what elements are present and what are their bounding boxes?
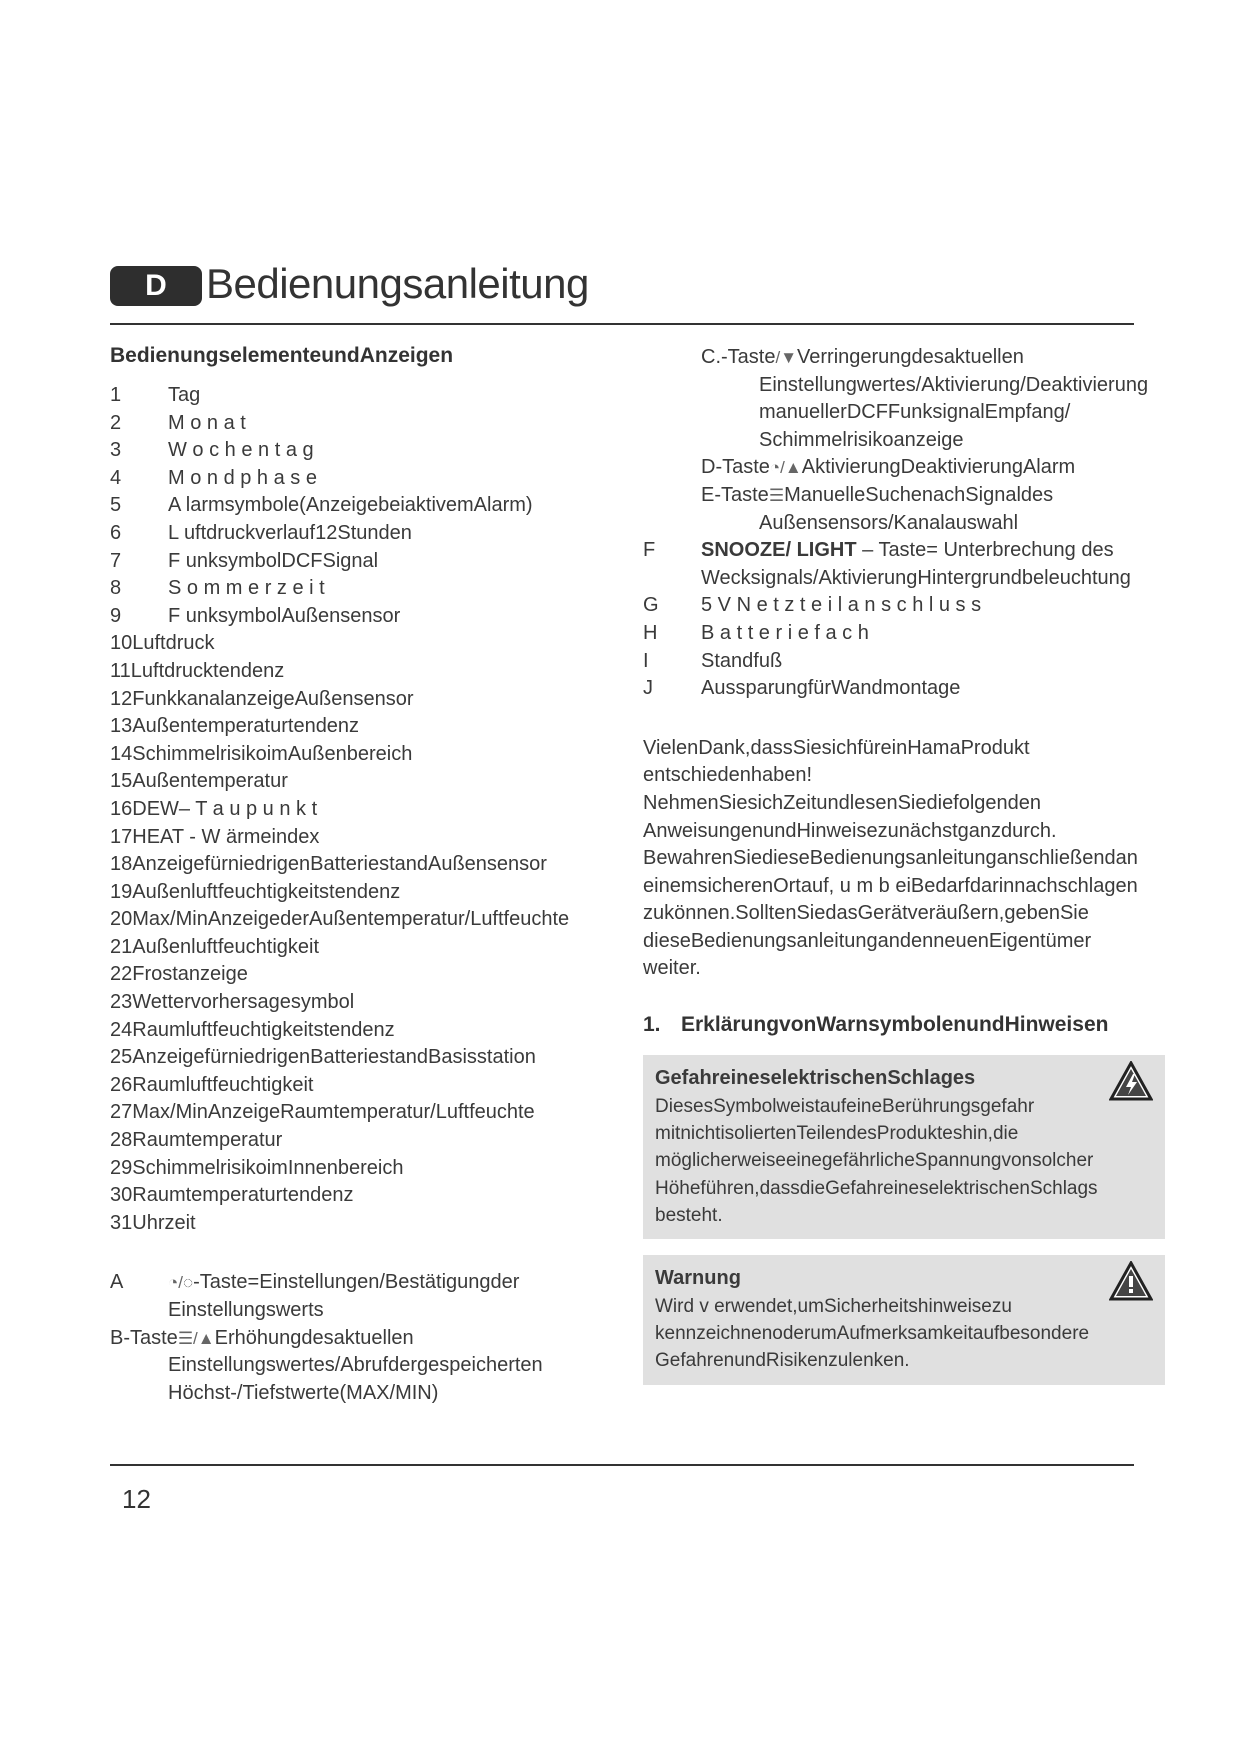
list-item xyxy=(110,989,630,1017)
header-divider xyxy=(110,323,1134,325)
key-item xyxy=(643,620,1203,648)
item-number: 21 xyxy=(110,935,133,958)
item-label: W o c h e n t a g xyxy=(168,439,314,462)
item-number: 18 xyxy=(110,853,133,876)
key-label: I xyxy=(643,649,649,672)
item-number: 6 xyxy=(110,521,122,544)
item-label: AnzeigefürniedrigenBatteriestandAußensensor xyxy=(132,853,547,876)
warning-box-text xyxy=(655,1093,1153,1229)
list-item xyxy=(110,492,630,520)
electric-hazard-icon xyxy=(1109,1061,1153,1101)
key-symbol-icon: ◔/◌ xyxy=(168,1273,194,1293)
warning-icon xyxy=(1109,1261,1153,1301)
item-label: Raumluftfeuchtigkeitstendenz xyxy=(132,1018,395,1041)
key-text: Einstellungswerts xyxy=(168,1299,324,1321)
key-symbol-icon: /▼ xyxy=(775,348,798,367)
item-number: 3 xyxy=(110,439,122,462)
warning-box-text xyxy=(655,1293,1153,1375)
key-text: Schimmelrisikoanzeige xyxy=(759,428,964,451)
section-heading xyxy=(643,1013,1203,1037)
key-text: 5 V N e t z t e i l a n s c h l u s s xyxy=(701,594,982,617)
key-line xyxy=(701,344,1203,372)
list-item xyxy=(110,1182,630,1210)
item-number: 19 xyxy=(110,880,133,903)
item-number: 25 xyxy=(110,1046,133,1069)
item-number: 29 xyxy=(110,1156,133,1179)
text-line: VielenDank,dassSiesichfüreinHamaProdukt xyxy=(643,736,1030,759)
key-line xyxy=(643,592,1203,620)
text-line: GefahrenundRisikenzulenken. xyxy=(655,1350,910,1372)
key-line xyxy=(643,648,1203,676)
list-item xyxy=(110,851,630,879)
item-label: S o m m e r z e i t xyxy=(168,577,325,600)
item-label: DEW– T a u p u n k t xyxy=(132,797,318,820)
item-number: 5 xyxy=(110,494,122,517)
text-line: mitnichtisoliertenTeilendesProdukteshin,die xyxy=(655,1123,1019,1145)
item-number: 16 xyxy=(110,797,133,820)
item-label: L uftdruckverlauf12Stunden xyxy=(168,521,412,544)
key-item xyxy=(643,454,1203,482)
item-label: Max/MinAnzeigederAußentemperatur/Luftfeuchte xyxy=(132,908,570,931)
key-text: Außensensors/Kanalauswahl xyxy=(759,511,1019,534)
key-bold-label: SNOOZE/ LIGHT xyxy=(701,539,857,562)
key-text: Erhöhungdesaktuellen xyxy=(214,1326,414,1349)
item-label: SchimmelrisikoimAußenbereich xyxy=(132,742,413,765)
item-number: 8 xyxy=(110,577,122,600)
key-item xyxy=(643,344,1203,454)
list-item xyxy=(110,1044,630,1072)
item-label: A larmsymbole(AnzeigebeiaktivemAlarm) xyxy=(168,494,533,517)
page-number: 12 xyxy=(122,1484,151,1514)
key-label: C.-Taste xyxy=(701,346,776,368)
text-line: NehmenSiesichZeitundlesenSiediefolgenden xyxy=(643,791,1042,814)
key-line xyxy=(643,537,1203,565)
item-label: F unksymbolDCFSignal xyxy=(168,549,379,572)
key-text: Einstellungwertes/Aktivierung/Deaktivierung xyxy=(759,373,1149,396)
item-label: Außenluftfeuchtigkeitstendenz xyxy=(132,880,401,903)
item-number: 26 xyxy=(110,1073,133,1096)
controls-list xyxy=(110,382,630,1237)
key-line xyxy=(643,620,1203,648)
item-number: 27 xyxy=(110,1101,133,1124)
item-label: Außentemperaturtendenz xyxy=(132,715,360,738)
item-number: 7 xyxy=(110,549,122,572)
item-label: Raumtemperatur xyxy=(132,1129,283,1152)
item-label: Außentemperatur xyxy=(132,770,288,793)
key-symbol-icon: ☰ xyxy=(768,485,785,505)
item-label: Uhrzeit xyxy=(132,1211,196,1234)
item-label: Luftdruck xyxy=(132,632,215,655)
item-label: FunkkanalanzeigeAußensensor xyxy=(132,687,414,710)
item-number: 23 xyxy=(110,991,133,1014)
item-number: 20 xyxy=(110,908,133,931)
warning-box-title: Warnung xyxy=(655,1267,741,1290)
section-title: ErklärungvonWarnsymbolenundHinweisen xyxy=(681,1013,1109,1037)
item-number: 14 xyxy=(110,742,133,765)
key-text: Wecksignals/AktivierungHintergrundbeleuchtung xyxy=(701,566,1131,589)
key-item xyxy=(643,675,1203,703)
list-item xyxy=(110,741,630,769)
list-item xyxy=(110,1155,630,1183)
item-label: HEAT - W ärmeindex xyxy=(132,825,320,848)
key-item xyxy=(643,592,1203,620)
list-item xyxy=(110,658,630,686)
text-line: Höheführen,dassdieGefahreineselektrischenSchlags xyxy=(655,1177,1098,1199)
key-text: – Taste= Unterbrechung des xyxy=(856,539,1114,562)
key-text: Höchst-/Tiefstwerte(MAX/MIN) xyxy=(168,1381,439,1404)
key-text: ManuelleSuchenachSignaldes xyxy=(784,483,1054,506)
key-symbol-icon: ☰/▲ xyxy=(177,1328,215,1348)
list-item xyxy=(110,1017,630,1045)
item-label: M o n a t xyxy=(168,411,246,434)
text-line: Wird v erwendet,umSicherheitshinweisezu xyxy=(655,1296,1012,1318)
item-number: 10 xyxy=(110,632,133,655)
item-label: Wettervorhersagesymbol xyxy=(132,991,355,1014)
list-item xyxy=(110,1210,630,1238)
key-text: Einstellungswertes/Abrufdergespeicherten xyxy=(168,1354,543,1377)
key-label: E-Taste xyxy=(701,483,769,506)
list-item xyxy=(110,961,630,989)
key-item xyxy=(110,1269,630,1324)
key-text: -Taste=Einstellungen/Bestätigungder xyxy=(193,1271,520,1294)
right-column xyxy=(643,344,1203,1385)
list-item xyxy=(110,520,630,548)
text-line: dieseBedienungsanleitungandenneuenEigentümer xyxy=(643,929,1092,952)
section-number: 1. xyxy=(643,1013,661,1037)
key-text: B a t t e r i e f a c h xyxy=(701,621,869,644)
key-line xyxy=(110,1325,630,1353)
list-item xyxy=(110,906,630,934)
list-item xyxy=(110,713,630,741)
key-label: A xyxy=(110,1271,124,1294)
item-label: Raumluftfeuchtigkeit xyxy=(132,1073,314,1096)
key-label: J xyxy=(643,677,653,700)
key-item xyxy=(643,537,1203,592)
key-text: manuellerDCFFunksignalEmpfang/ xyxy=(759,401,1071,424)
key-label: G xyxy=(643,594,659,617)
item-label: SchimmelrisikoimInnenbereich xyxy=(132,1156,404,1179)
item-number: 31 xyxy=(110,1211,133,1234)
key-text: AussparungfürWandmontage xyxy=(701,677,961,700)
warning-box-title: GefahreineselektrischenSchlages xyxy=(655,1067,976,1090)
item-number: 24 xyxy=(110,1018,133,1041)
text-line: weiter. xyxy=(643,957,701,980)
list-item xyxy=(110,686,630,714)
left-key-list xyxy=(110,1269,630,1407)
item-number: 11 xyxy=(110,659,131,682)
item-number: 2 xyxy=(110,411,122,434)
text-line: möglicherweiseeinegefährlicheSpannungvonsolcher xyxy=(655,1150,1094,1172)
language-badge: D xyxy=(110,266,202,306)
key-item xyxy=(643,648,1203,676)
key-text: AktivierungDeaktivierungAlarm xyxy=(801,456,1076,479)
text-line: zukönnen.SolltenSiedasGerätveräußern,gebenSie xyxy=(643,902,1089,925)
left-column xyxy=(110,344,630,1407)
item-number: 13 xyxy=(110,715,133,738)
list-item xyxy=(110,1127,630,1155)
list-item xyxy=(110,382,630,410)
item-label: AnzeigefürniedrigenBatteriestandBasisstation xyxy=(132,1046,536,1069)
list-item xyxy=(110,1099,630,1127)
document-title: Bedienungsanleitung xyxy=(206,260,589,307)
list-item xyxy=(110,410,630,438)
item-number: 9 xyxy=(110,604,122,627)
list-item xyxy=(110,630,630,658)
key-line xyxy=(643,675,1203,703)
list-item xyxy=(110,879,630,907)
list-item xyxy=(110,437,630,465)
list-item xyxy=(110,768,630,796)
page-header xyxy=(110,260,1134,324)
key-label: B-Taste xyxy=(110,1326,178,1349)
item-label: Max/MinAnzeigeRaumtemperatur/Luftfeuchte xyxy=(132,1101,535,1124)
list-item xyxy=(110,603,630,631)
controls-heading: BedienungselementeundAnzeigen xyxy=(110,344,454,367)
key-symbol-icon: ◔/▲ xyxy=(769,458,802,478)
item-number: 15 xyxy=(110,770,133,793)
key-line xyxy=(701,454,1203,482)
key-text: Standfuß xyxy=(701,649,783,672)
key-label: D-Taste xyxy=(701,456,770,479)
item-label: F unksymbolAußensensor xyxy=(168,604,401,627)
key-text: Verringerungdesaktuellen xyxy=(797,346,1024,368)
list-item xyxy=(110,824,630,852)
text-line: besteht. xyxy=(655,1204,723,1226)
item-label: Tag xyxy=(168,384,201,406)
item-label: Frostanzeige xyxy=(132,963,248,986)
text-line: DiesesSymbolweistaufeineBerührungsgefahr xyxy=(655,1096,1035,1118)
text-line: kennzeichnenoderumAufmerksamkeitaufbesondere xyxy=(655,1323,1090,1345)
item-number: 30 xyxy=(110,1184,133,1207)
item-number: 17 xyxy=(110,825,133,848)
key-item xyxy=(643,482,1203,537)
list-item xyxy=(110,934,630,962)
list-item xyxy=(110,575,630,603)
item-label: Außenluftfeuchtigkeit xyxy=(132,935,320,958)
list-item xyxy=(110,1072,630,1100)
general-warning-box xyxy=(643,1255,1165,1385)
item-number: 4 xyxy=(110,466,122,489)
item-label: Luftdrucktendenz xyxy=(130,659,285,682)
list-item xyxy=(110,465,630,493)
text-line: entschiedenhaben! xyxy=(643,764,813,787)
item-number: 28 xyxy=(110,1129,133,1152)
electric-shock-warning-box xyxy=(643,1055,1165,1239)
footer-divider xyxy=(110,1464,1134,1466)
item-number: 12 xyxy=(110,687,133,710)
item-number: 1 xyxy=(110,384,122,406)
text-line: AnweisungenundHinweisezunächstganzdurch. xyxy=(643,819,1057,842)
key-line xyxy=(701,482,1203,510)
item-label: Raumtemperaturtendenz xyxy=(132,1184,354,1207)
intro-paragraph xyxy=(643,735,1203,983)
key-label: H xyxy=(643,621,658,644)
item-number: 22 xyxy=(110,963,133,986)
text-line: einemsicherenOrtauf, u m b eiBedarfdarinnachschlagen xyxy=(643,874,1138,897)
list-item xyxy=(110,548,630,576)
right-key-list xyxy=(643,344,1203,703)
item-label: M o n d p h a s e xyxy=(168,466,317,489)
key-item xyxy=(110,1325,630,1408)
key-line xyxy=(110,1269,630,1297)
text-line: BewahrenSiedieseBedienungsanleitunganschließendan xyxy=(643,847,1138,870)
key-label: F xyxy=(643,539,656,562)
list-item xyxy=(110,796,630,824)
